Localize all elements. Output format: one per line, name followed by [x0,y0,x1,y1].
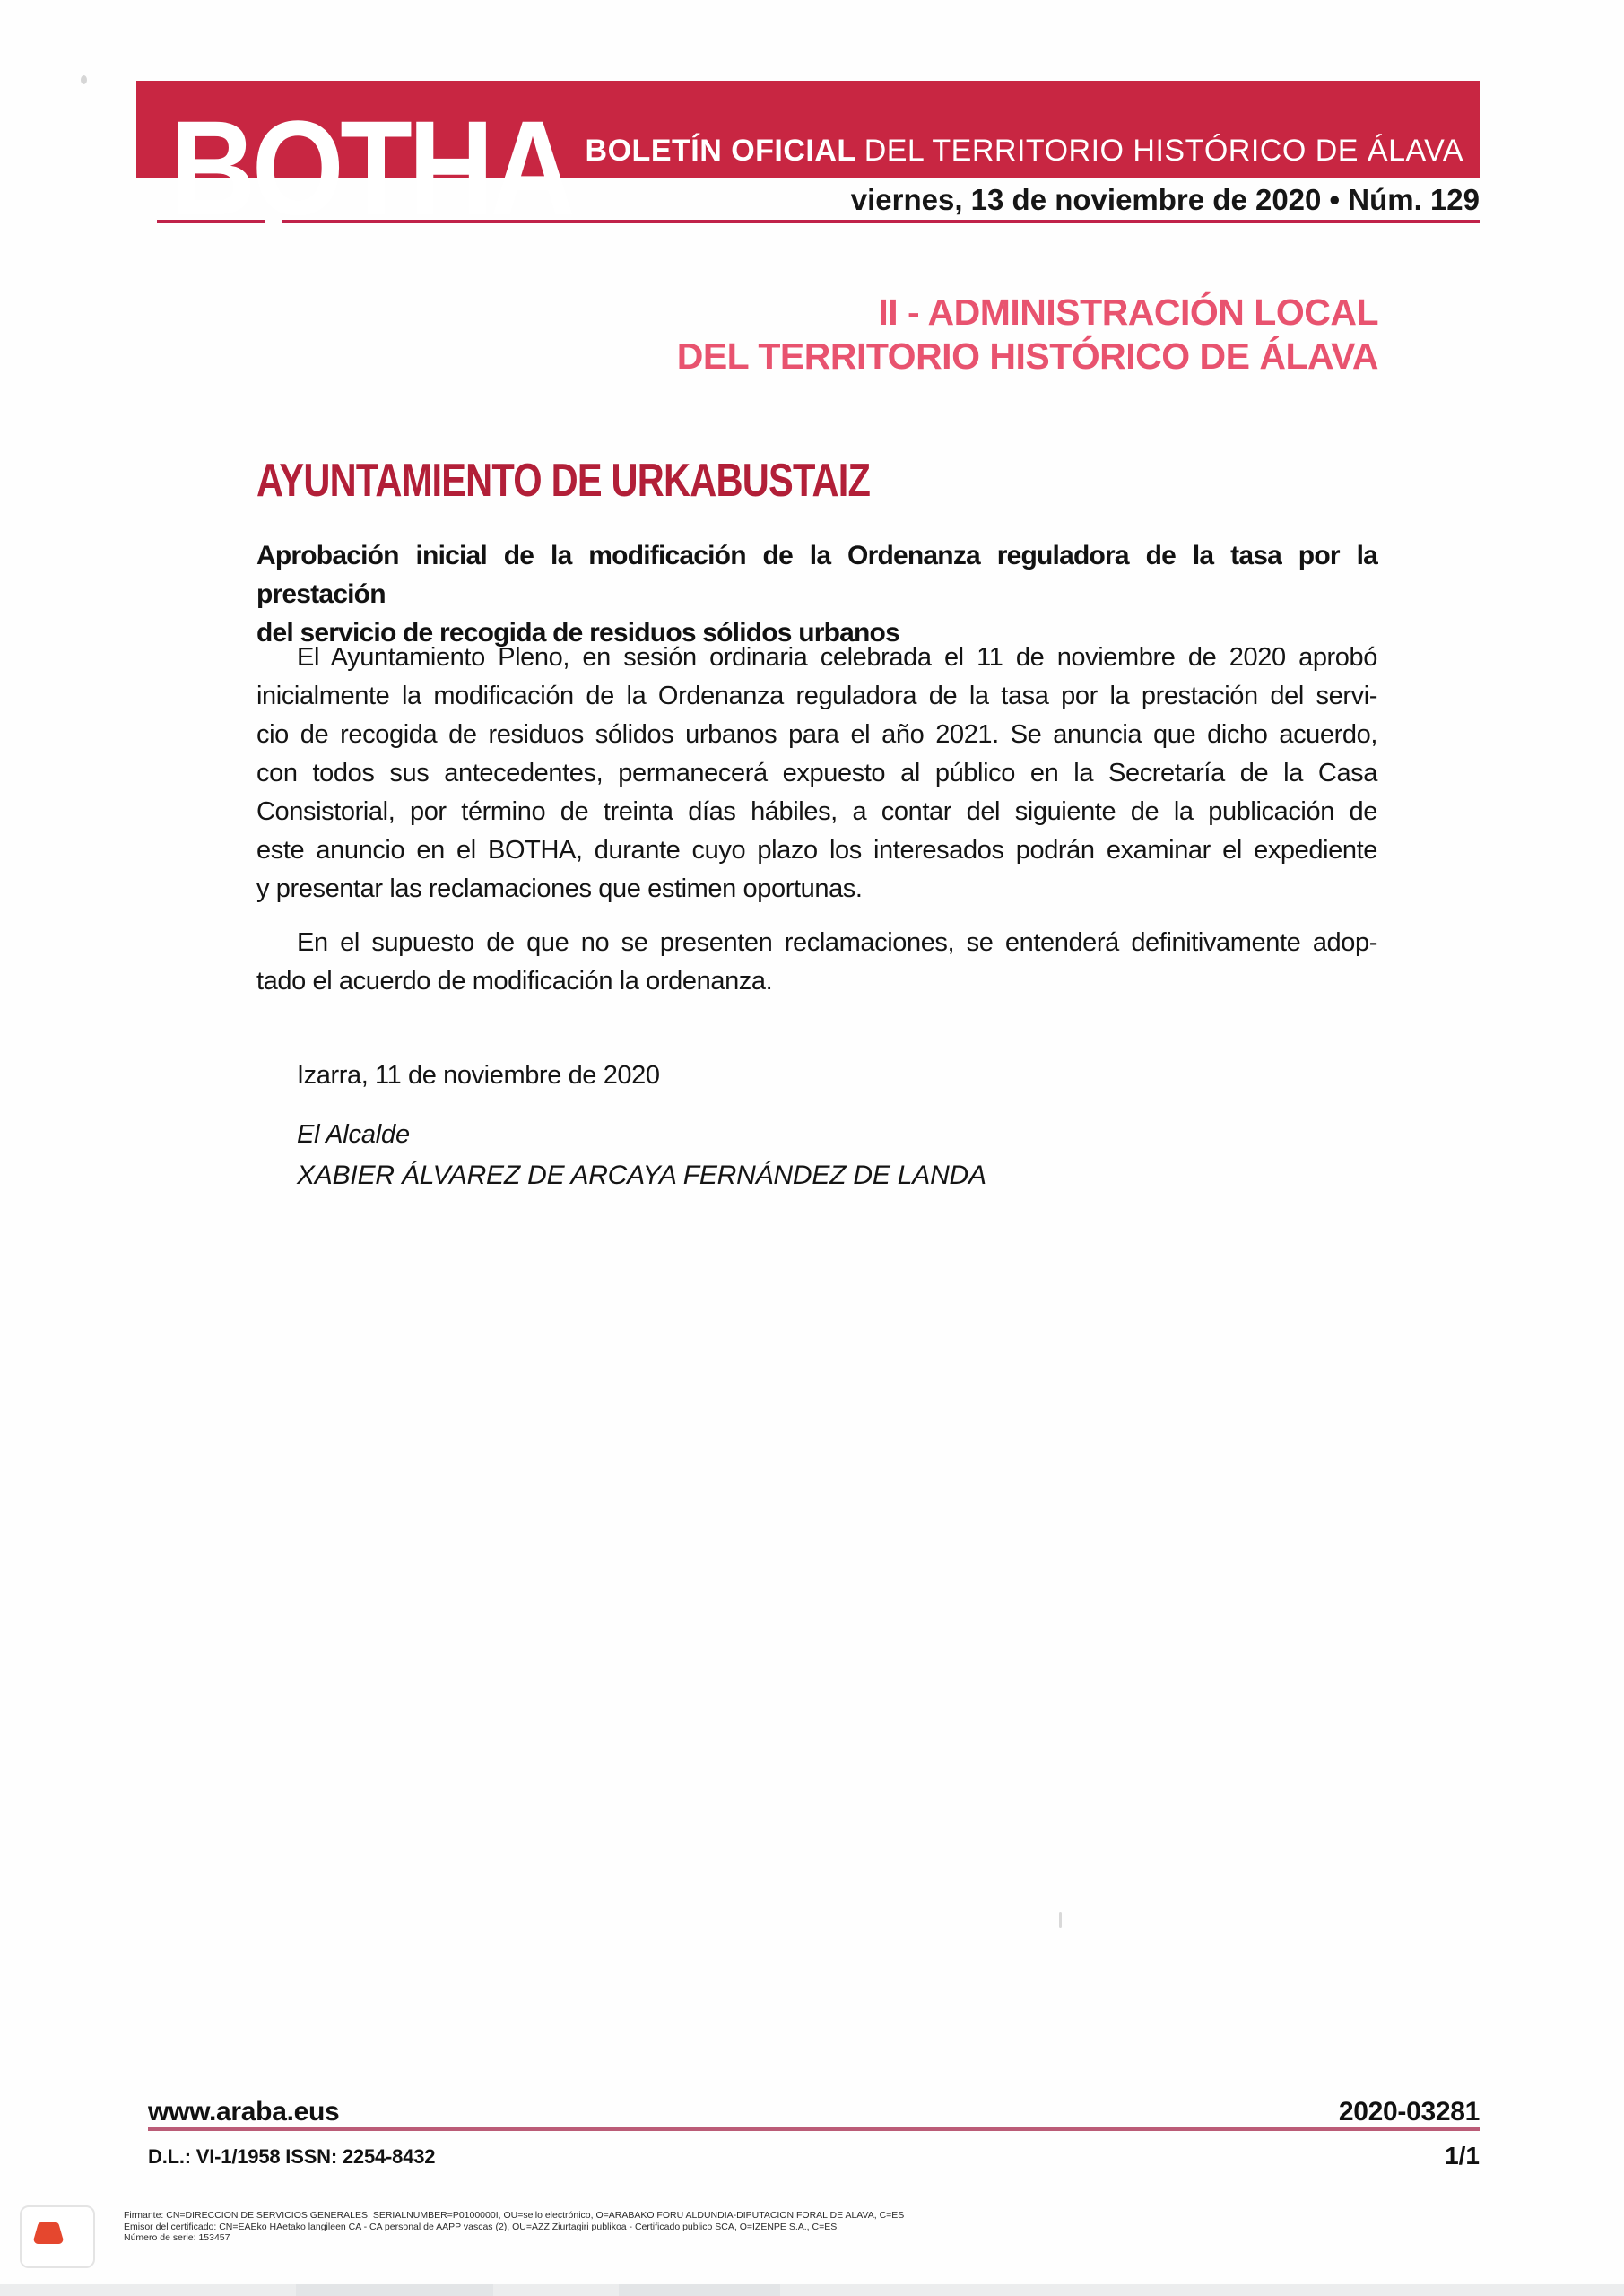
scan-edge-patch [296,2284,493,2296]
paragraph [256,639,1377,909]
footer-doc-number: 2020-03281 [1338,2097,1480,2126]
section-heading [677,291,1378,378]
botha-logo: BOTHA [170,92,572,243]
text-line: inicialmente la modificación de la Ordenanza reguladora de la tasa por la prestación del servi- [256,682,1377,710]
signature-line-firmante: Firmante: CN=DIRECCION DE SERVICIOS GENERALES, SERIALNUMBER=P0100000I, OU=sello electrónico, O=ARABAKO FORU ALDUNDIA-DIPUTACION FORAL DE ALAVA, C=ES [124,2210,905,2221]
text-line: y presentar las reclamaciones que estimen oportunas. [256,874,863,903]
scan-edge [0,2284,1624,2296]
footer-rule [148,2127,1480,2131]
scan-edge-patch [619,2284,780,2296]
text-line: tado el acuerdo de modificación la ordenanza. [256,967,773,996]
section-heading-line2: DEL TERRITORIO HISTÓRICO DE ÁLAVA [676,335,1378,377]
signature-stamp-icon [32,2222,65,2245]
text-line: cio de recogida de residuos sólidos urbanos para el año 2021. Se anuncia que dicho acuerdo, [256,720,1377,749]
place-date: Izarra, 11 de noviembre de 2020 [297,1061,660,1090]
section-heading-line1: II - ADMINISTRACIÓN LOCAL [878,291,1378,333]
scan-speck [81,75,87,84]
signature-metadata [124,2210,1155,2244]
footer-page-indicator: 1/1 [1445,2142,1480,2170]
signer-name: XABIER ÁLVAREZ DE ARCAYA FERNÁNDEZ DE LANDA [297,1161,986,1190]
paragraph [256,924,1377,1001]
scan-smudge [1059,1912,1062,1928]
text-line: Consistorial, por término de treinta días hábiles, a contar del siguiente de la publicación de [256,797,1377,826]
masthead-slogan-rest: DEL TERRITORIO HISTÓRICO DE ÁLAVA [864,134,1463,168]
signature-stamp-box [20,2205,95,2268]
text-line: Aprobación inicial de la modificación de la Ordenanza reguladora de la tasa por la prestación [256,541,1377,609]
text-line: El Ayuntamiento Pleno, en sesión ordinaria celebrada el 11 de noviembre de 2020 aprobó [297,643,1377,672]
masthead-slogan-bold: BOLETÍN OFICIAL [585,134,856,168]
article-body [256,639,1377,1016]
signature-line-serie: Número de serie: 153457 [124,2232,230,2243]
masthead-slogan [586,135,1463,166]
text-line: En el supuesto de que no se presenten reclamaciones, se entenderá definitivamente adop- [297,928,1377,957]
text-line: este anuncio en el BOTHA, durante cuyo plazo los interesados podrán examinar el expediente [256,836,1377,865]
text-line: con todos sus antecedentes, permanecerá expuesto al público en la Secretaría de la Casa [256,759,1377,787]
footer-website: www.araba.eus [148,2097,340,2126]
footer-deposit-line: D.L.: VI-1/1958 ISSN: 2254-8432 [148,2145,436,2168]
page-title: AYUNTAMIENTO DE URKABUSTAIZ [256,455,871,507]
signer-role: El Alcalde [297,1120,410,1149]
issue-dateline: viernes, 13 de noviembre de 2020 • Núm. 129 [850,183,1480,216]
text-line: del servicio de recogida de residuos sólidos urbanos [256,618,899,648]
signature-line-emisor: Emisor del certificado: CN=EAEko HAetako langileen CA - CA personal de AAPP vascas (2), OU=AZZ Ziurtagiri publikoa - Certificado publico SCA, O=IZENPE S.A., C=ES [124,2221,838,2232]
article-subtitle [256,536,1377,652]
